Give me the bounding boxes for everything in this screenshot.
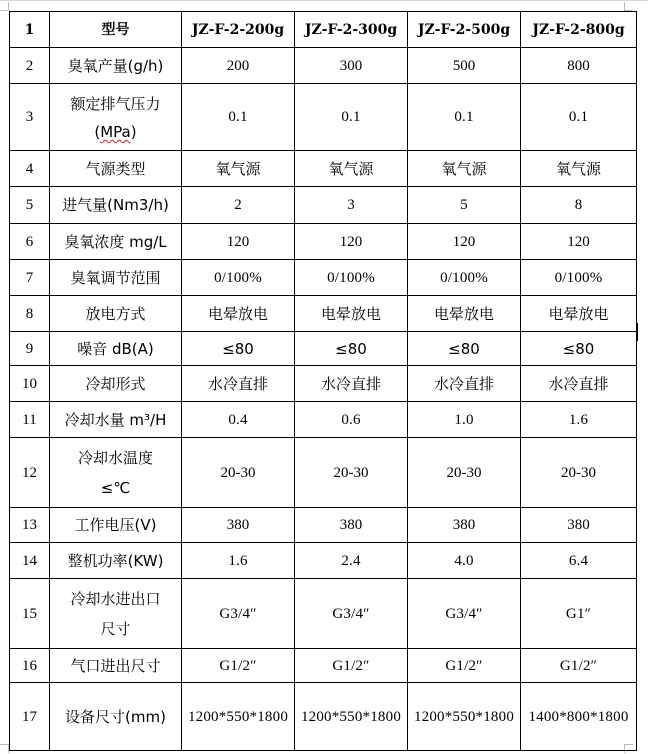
cell-value: 氧气源	[408, 151, 521, 187]
row-index: 5	[10, 187, 50, 224]
page-corner-mark	[624, 2, 633, 11]
cell-value: 20-30	[408, 438, 521, 508]
paren-open: (	[94, 123, 101, 141]
row-index: 12	[10, 438, 50, 508]
cell-value: 1200*550*1800	[408, 683, 521, 751]
cell-value: 8	[521, 187, 637, 224]
cell-value: 氧气源	[521, 151, 637, 187]
table-row	[10, 296, 637, 332]
row-index: 8	[10, 296, 50, 332]
row-label	[50, 579, 182, 649]
table-row	[10, 151, 637, 187]
cell-value: 0/100%	[182, 260, 295, 296]
label-line: ≤℃	[100, 478, 131, 497]
row-label: 工作电压(V)	[50, 508, 182, 543]
row-index: 4	[10, 151, 50, 187]
cell-value: 0/100%	[521, 260, 637, 296]
cell-value: 3	[295, 187, 408, 224]
cell-value: 20-30	[295, 438, 408, 508]
cell-value: G1″	[521, 579, 637, 649]
row-label: 冷却形式	[50, 366, 182, 402]
row-label: 整机功率(KW)	[50, 543, 182, 579]
table-row	[10, 187, 637, 224]
cell-value: 20-30	[521, 438, 637, 508]
cell-value: 0.1	[182, 84, 295, 151]
table-row	[10, 84, 637, 151]
row-label	[50, 438, 182, 508]
page-corner-mark	[0, 2, 9, 11]
spec-table	[9, 11, 637, 751]
unit-spellcheck: MPa	[100, 123, 131, 141]
row-index: 9	[10, 332, 50, 366]
table-header-row	[10, 12, 637, 48]
cell-value: 120	[408, 224, 521, 260]
cell-value: G1/2″	[295, 649, 408, 683]
label-line: 额定排气压力	[70, 95, 161, 113]
label-line	[52, 119, 179, 145]
paren-close: )	[130, 123, 137, 141]
row-label: 臭氧调节范围	[50, 260, 182, 296]
cell-value: G1/2″	[182, 649, 295, 683]
cell-value: 380	[408, 508, 521, 543]
cell-value: 氧气源	[182, 151, 295, 187]
cell-value: 0.4	[182, 402, 295, 438]
table-row	[10, 579, 637, 649]
row-index: 13	[10, 508, 50, 543]
cell-value: 2.4	[295, 543, 408, 579]
row-index: 16	[10, 649, 50, 683]
table-row	[10, 402, 637, 438]
cell-value: 380	[295, 508, 408, 543]
cell-value: ≤80	[182, 332, 295, 366]
row-label: 臭氧浓度 mg/L	[50, 224, 182, 260]
cell-value: 0.1	[408, 84, 521, 151]
cell-value: 120	[295, 224, 408, 260]
page-corner-mark	[0, 744, 9, 753]
cell-value: G1/2″	[408, 649, 521, 683]
cell-value: 1.6	[521, 402, 637, 438]
cell-value: 水冷直排	[408, 366, 521, 402]
header-label: 型号	[50, 12, 182, 48]
model-header: JZ-F-2-200g	[182, 12, 295, 48]
table-row	[10, 683, 637, 751]
cell-value: 500	[408, 48, 521, 84]
table-row	[10, 508, 637, 543]
cell-value: 200	[182, 48, 295, 84]
cell-value: 5	[408, 187, 521, 224]
table-row	[10, 438, 637, 508]
label-line: 冷却水进出口	[70, 589, 161, 608]
model-header: JZ-F-2-800g	[521, 12, 637, 48]
cell-value: ≤80	[408, 332, 521, 366]
cell-value: 电晕放电	[521, 296, 637, 332]
cell-value: 800	[521, 48, 637, 84]
row-label: 设备尺寸(mm)	[50, 683, 182, 751]
cell-value: 380	[521, 508, 637, 543]
cell-value: 380	[182, 508, 295, 543]
row-index: 6	[10, 224, 50, 260]
cell-value: 0.1	[521, 84, 637, 151]
row-label: 噪音 dB(A)	[50, 332, 182, 366]
row-label: 放电方式	[50, 296, 182, 332]
table-row	[10, 649, 637, 683]
row-index: 3	[10, 84, 50, 151]
page-guide-line	[0, 0, 648, 11]
cell-value: 120	[521, 224, 637, 260]
cell-value: G3/4″	[295, 579, 408, 649]
text-cursor	[637, 323, 638, 341]
cell-value: 120	[182, 224, 295, 260]
cell-value: G1/2″	[521, 649, 637, 683]
cell-value: 水冷直排	[521, 366, 637, 402]
model-header: JZ-F-2-500g	[408, 12, 521, 48]
cell-value: G3/4″	[182, 579, 295, 649]
row-index: 17	[10, 683, 50, 751]
row-label	[50, 84, 182, 151]
cell-value: G3/4″	[408, 579, 521, 649]
cell-value: 2	[182, 187, 295, 224]
label-line: 冷却水温度	[77, 448, 153, 467]
cell-value: 1.0	[408, 402, 521, 438]
cell-value: 1200*550*1800	[295, 683, 408, 751]
model-header: JZ-F-2-300g	[295, 12, 408, 48]
cell-value: 300	[295, 48, 408, 84]
cell-value: 电晕放电	[182, 296, 295, 332]
row-index: 14	[10, 543, 50, 579]
row-label: 气口进出尺寸	[50, 649, 182, 683]
cell-value: 0/100%	[408, 260, 521, 296]
cell-value: 1.6	[182, 543, 295, 579]
cell-value: 0.6	[295, 402, 408, 438]
cell-value: 4.0	[408, 543, 521, 579]
table-row	[10, 48, 637, 84]
table-row	[10, 332, 637, 366]
label-line: 尺寸	[100, 619, 131, 638]
cell-value: ≤80	[295, 332, 408, 366]
table-row	[10, 543, 637, 579]
cell-value: 电晕放电	[295, 296, 408, 332]
cell-value: ≤80	[521, 332, 637, 366]
row-index: 10	[10, 366, 50, 402]
cell-value: 1400*800*1800	[521, 683, 637, 751]
cell-value: 电晕放电	[408, 296, 521, 332]
row-index: 2	[10, 48, 50, 84]
cell-value: 20-30	[182, 438, 295, 508]
cell-value: 0.1	[295, 84, 408, 151]
table-row	[10, 260, 637, 296]
row-index: 11	[10, 402, 50, 438]
row-label: 进气量(Nm3/h)	[50, 187, 182, 224]
table-row	[10, 366, 637, 402]
cell-value: 0/100%	[295, 260, 408, 296]
cell-value: 6.4	[521, 543, 637, 579]
row-index: 7	[10, 260, 50, 296]
row-label: 气源类型	[50, 151, 182, 187]
cell-value: 氧气源	[295, 151, 408, 187]
cell-value: 1200*550*1800	[182, 683, 295, 751]
table-row	[10, 224, 637, 260]
row-index: 1	[10, 12, 50, 48]
row-index: 15	[10, 579, 50, 649]
row-label: 臭氧产量(g/h)	[50, 48, 182, 84]
row-label: 冷却水量 m³/H	[50, 402, 182, 438]
cell-value: 水冷直排	[182, 366, 295, 402]
cell-value: 水冷直排	[295, 366, 408, 402]
